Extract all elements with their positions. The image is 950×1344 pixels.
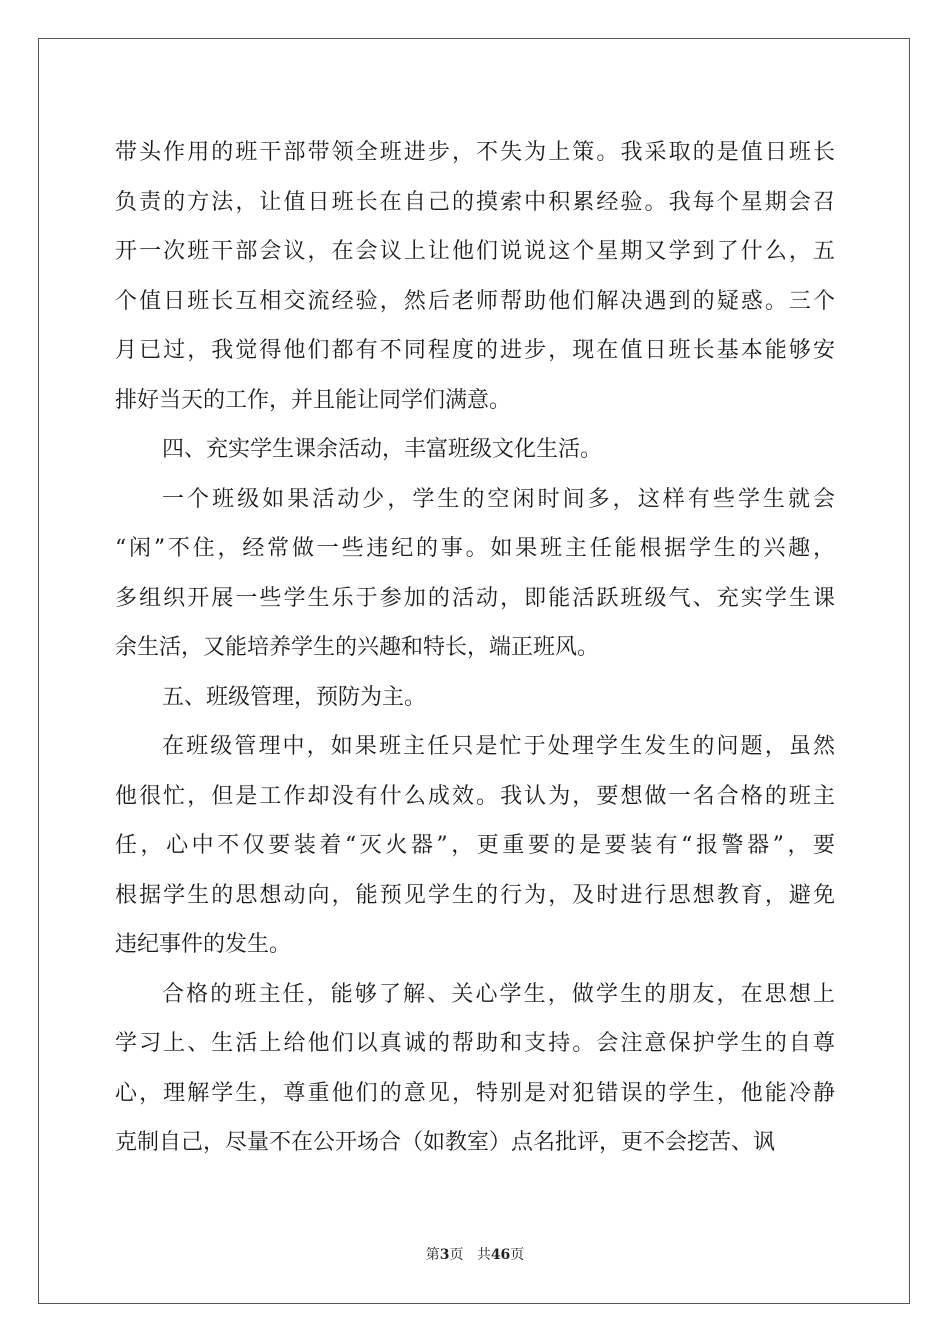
text-line: 五、班级管理，预防为主。 bbox=[162, 684, 427, 710]
footer-total-pages: 46 bbox=[490, 1247, 511, 1263]
paragraph bbox=[115, 128, 835, 425]
text-line: 根据学生的思想动向，能预见学生的行为，及时进行思想教育，避免 bbox=[115, 882, 835, 908]
paragraph bbox=[115, 425, 835, 475]
footer-page-prefix: 第 bbox=[425, 1247, 440, 1263]
text-line: 在班级管理中，如果班主任只是忙于处理学生发生的问题，虽然 bbox=[162, 734, 835, 759]
text-line: “闲”不住，经常做一些违纪的事。如果班主任能根据学生的兴趣， bbox=[115, 536, 835, 561]
text-line: 排好当天的工作，并且能让同学们满意。 bbox=[115, 387, 512, 413]
text-line: 多组织开展一些学生乐于参加的活动，即能活跃班级气、充实学生课 bbox=[115, 585, 835, 611]
text-line: 一个班级如果活动少，学生的空闲时间多，这样有些学生就会 bbox=[162, 486, 835, 512]
paragraph bbox=[115, 970, 835, 1168]
text-line: 合格的班主任，能够了解、关心学生，做学生的朋友，在思想上 bbox=[162, 981, 835, 1007]
text-line: 学习上、生活上给他们以真诚的帮助和支持。会注意保护学生的自尊 bbox=[115, 1031, 835, 1056]
paragraph bbox=[115, 475, 835, 673]
footer-total-suffix: 页 bbox=[510, 1247, 525, 1263]
paragraph bbox=[115, 673, 835, 723]
text-line: 负责的方法，让值日班长在自己的摸索中积累经验。我每个星期会召 bbox=[115, 189, 835, 215]
text-line: 个值日班长互相交流经验，然后老师帮助他们解决遇到的疑惑。三个 bbox=[115, 288, 835, 314]
footer-page-number: 3 bbox=[439, 1247, 450, 1263]
text-line: 四、充实学生课余活动，丰富班级文化生活。 bbox=[162, 437, 603, 462]
text-line: 带头作用的班干部带领全班进步，不失为上策。我采取的是值日班长 bbox=[115, 140, 835, 165]
text-line: 心，理解学生，尊重他们的意见，特别是对犯错误的学生，他能冷静 bbox=[115, 1080, 835, 1106]
text-line: 他很忙，但是工作却没有什么成效。我认为，要想做一名合格的班主 bbox=[115, 783, 835, 809]
footer-total-prefix: 共 bbox=[476, 1247, 491, 1263]
text-line: 任，心中不仅要装着“灭火器”，更重要的是要装有“报警器”，要 bbox=[115, 833, 835, 858]
text-line: 开一次班干部会议，在会议上让他们说说这个星期又学到了什么，五 bbox=[115, 239, 835, 264]
document-body bbox=[115, 128, 835, 1168]
text-line: 余生活，又能培养学生的兴趣和特长，端正班风。 bbox=[115, 635, 600, 660]
paragraph bbox=[115, 722, 835, 970]
text-line: 月已过，我觉得他们都有不同程度的进步，现在值日班长基本能够安 bbox=[115, 338, 835, 363]
text-line: 克制自己，尽量不在公开场合（如教室）点名批评，更不会挖苦、讽 bbox=[115, 1130, 776, 1155]
text-line: 违纪事件的发生。 bbox=[115, 932, 292, 957]
footer-page-suffix: 页 bbox=[449, 1247, 464, 1263]
page-footer bbox=[0, 1244, 950, 1264]
